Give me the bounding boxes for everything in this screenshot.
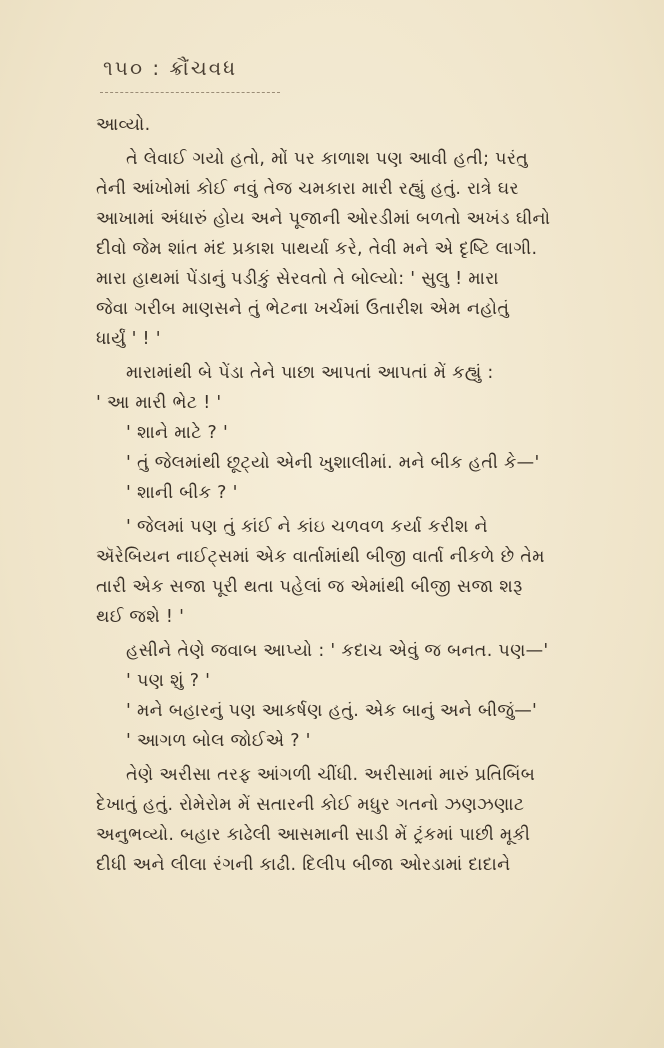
paragraph [96, 726, 596, 756]
text-line: ' આગળ બોલ જોઈએ ? ' [126, 731, 311, 751]
text-line: આવ્યો. [96, 115, 151, 135]
text-line: તે લેવાઈ ગયો હતો, મોં પર કાળાશ પણ આવી હતી; પરંતુ [126, 149, 529, 169]
text-line: ' શાની બીક ? ' [126, 483, 238, 503]
text-line: થઈ જશે ! ' [96, 607, 185, 627]
paragraph [96, 636, 596, 666]
text-line: દીધી અને લીલા રંગની કાઢી. દિલીપ બીજા ઓરડામાં દાદાને [96, 855, 511, 875]
text-line: તેણે અરીસા તરફ આંગળી ચીંધી. અરીસામાં મારું પ્રતિબિંબ [126, 765, 536, 785]
paragraph [96, 358, 596, 418]
text-line: ' આ મારી ભેટ ! ' [96, 393, 222, 413]
text-line: ' જેલમાં પણ તું કાંઈ ને કાંઇ ચળવળ કર્યા કરીશ ને [126, 517, 488, 537]
paragraph [96, 478, 596, 508]
header-divider [100, 92, 280, 93]
paragraph [96, 448, 596, 478]
paragraph [96, 144, 596, 354]
text-line: તેની આંખોમાં કોઈ નવું તેજ ચમકારા મારી રહ્યું હતું. રાત્રે ઘર [96, 179, 519, 199]
text-line: અનુભવ્યો. બહાર કાઢેલી આસમાની સાડી મેં ટ્રંકમાં પાછી મૂકી [96, 825, 531, 845]
text-line: જેવા ગરીબ માણસને તું ભેટના ખર્ચમાં ઉતારીશ એમ નહોતું [96, 299, 510, 319]
text-line: ધાર્યું ' ! ' [96, 329, 161, 349]
text-line: દીવો જેમ શાંત મંદ પ્રકાશ પાથર્યા કરે, તેવી મને એ દૃષ્ટિ લાગી. [96, 239, 538, 259]
page-header: ૧૫૦ : ક્રૌંચવધ [103, 56, 238, 80]
paragraph [96, 760, 596, 880]
text-line: દેખાતું હતું. રોમેરોમ મેં સતારની કોઈ મધુર ગતનો ઝણઝણાટ [96, 795, 525, 815]
text-line: ઍરેબિયન નાઈટ્સમાં એક વાર્તામાંથી બીજી વાર્તા નીકળે છે તેમ [96, 547, 545, 567]
text-line: ' પણ શું ? ' [126, 671, 211, 691]
paragraph [96, 418, 596, 448]
text-line: ' તું જેલમાંથી છૂટ્યો એની ખુશાલીમાં. મને બીક હતી કે—' [126, 453, 540, 473]
text-line: મારામાંથી બે પેંડા તેને પાછા આપતાં આપતાં મેં કહ્યું : [126, 363, 494, 383]
text-line: મારા હાથમાં પેંડાનું પડીકું સેરવતો તે બોલ્યો: ' સુલુ ! મારા [96, 269, 499, 289]
text-line: ' શાને માટે ? ' [126, 423, 229, 443]
text-line: આખામાં અંધારું હોય અને પૂજાની ઓરડીમાં બળતો અખંડ ઘીનો [96, 209, 551, 229]
paragraph [96, 110, 596, 140]
text-line: ' મને બહારનું પણ આકર્ષણ હતું. એક બાનું અને બીજું—' [126, 701, 538, 721]
body-text [96, 110, 596, 880]
text-line: તારી એક સજા પૂરી થતા પહેલાં જ એમાંથી બીજી સજા શરૂ [96, 577, 523, 597]
paragraph [96, 696, 596, 726]
paragraph [96, 512, 596, 632]
text-line: હસીને તેણે જવાબ આપ્યો : ' કદાચ એવું જ બનત. પણ—' [126, 641, 549, 661]
paragraph [96, 666, 596, 696]
